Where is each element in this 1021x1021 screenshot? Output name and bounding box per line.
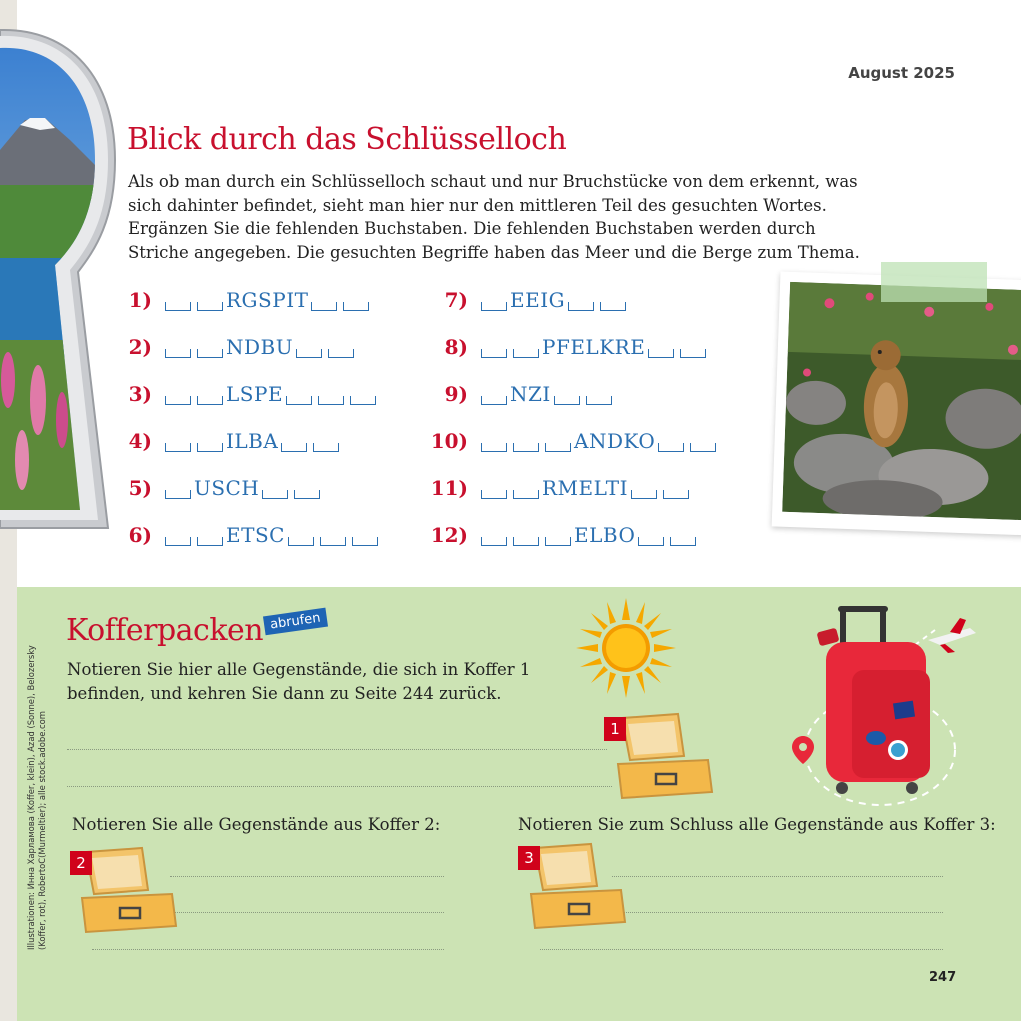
answer-line[interactable] (540, 949, 943, 950)
missing-letter-blank[interactable] (663, 490, 689, 499)
missing-letter-blank[interactable] (638, 537, 664, 546)
sun-icon (576, 598, 676, 698)
missing-letter-blank[interactable] (481, 537, 507, 546)
word-fragment: EEIG (510, 288, 566, 312)
puzzle-item (118, 332, 357, 362)
missing-letter-blank[interactable] (294, 490, 320, 499)
missing-letter-blank[interactable] (600, 302, 626, 311)
puzzle-item (118, 285, 372, 315)
answer-line[interactable] (67, 749, 607, 750)
suitcase-number-3: 3 (518, 846, 540, 870)
missing-letter-blank[interactable] (286, 396, 312, 405)
kofferpacken-instructions: Notieren Sie hier alle Gegenstände, die sich in Koffer 1 befinden, und kehren Sie dann zu Seite 244 zurück. (67, 660, 531, 703)
puzzle-title: Blick durch das Schlüsselloch (127, 122, 567, 157)
missing-letter-blank[interactable] (343, 302, 369, 311)
missing-letter-blank[interactable] (658, 443, 684, 452)
missing-letter-blank[interactable] (481, 443, 507, 452)
missing-letter-blank[interactable] (568, 302, 594, 311)
marmot-photo (782, 282, 1021, 520)
puzzle-item-number: 12) (430, 523, 468, 547)
word-fragment: ILBA (226, 429, 279, 453)
puzzle-item (428, 473, 692, 503)
missing-letter-blank[interactable] (197, 302, 223, 311)
missing-letter-blank[interactable] (296, 349, 322, 358)
missing-letter-blank[interactable] (313, 443, 339, 452)
puzzle-item (118, 520, 381, 550)
koffer2-label: Notieren Sie alle Gegenstände aus Koffer 2: (72, 815, 441, 834)
word-fragment: NDBU (226, 335, 294, 359)
airplane-icon (928, 618, 976, 653)
puzzle-item-number: 7) (444, 288, 468, 312)
answer-line[interactable] (170, 912, 444, 913)
puzzle-item-number: 1) (128, 288, 152, 312)
koffer3-label: Notieren Sie zum Schluss alle Gegenstände aus Koffer 3: (518, 815, 996, 834)
puzzle-item (428, 379, 615, 409)
puzzle-item (428, 520, 699, 550)
word-fragment: RMELTI (542, 476, 629, 500)
missing-letter-blank[interactable] (165, 349, 191, 358)
answer-line[interactable] (67, 786, 612, 787)
puzzle-item-number: 10) (430, 429, 468, 453)
illustration-credits: Illustrationen: Инна Харламова (Koffer, klein), Azad (Sonne), Belozersky (Koffer, rot), RobertoC(Murmeltier); alle stock.adobe.com (26, 645, 47, 950)
missing-letter-blank[interactable] (197, 443, 223, 452)
puzzle-item (118, 379, 379, 409)
missing-letter-blank[interactable] (328, 349, 354, 358)
missing-letter-blank[interactable] (281, 443, 307, 452)
missing-letter-blank[interactable] (513, 443, 539, 452)
missing-letter-blank[interactable] (320, 537, 346, 546)
puzzle-item-number: 9) (444, 382, 468, 406)
missing-letter-blank[interactable] (513, 490, 539, 499)
issue-date: August 2025 (848, 64, 955, 82)
red-suitcase-illustration (790, 600, 990, 810)
puzzle-item-number: 2) (128, 335, 152, 359)
word-fragment: USCH (194, 476, 260, 500)
missing-letter-blank[interactable] (288, 537, 314, 546)
missing-letter-blank[interactable] (481, 349, 507, 358)
missing-letter-blank[interactable] (481, 490, 507, 499)
missing-letter-blank[interactable] (545, 443, 571, 452)
suitcase-number-2: 2 (70, 851, 92, 875)
word-fragment: LSPE (226, 382, 284, 406)
answer-line[interactable] (92, 949, 444, 950)
missing-letter-blank[interactable] (165, 490, 191, 499)
word-fragment: RGSPIT (226, 288, 309, 312)
word-fragment: ETSC (226, 523, 285, 547)
missing-letter-blank[interactable] (165, 537, 191, 546)
page-number: 247 (929, 970, 957, 985)
missing-letter-blank[interactable] (318, 396, 344, 405)
location-pin-icon (792, 736, 814, 764)
missing-letter-blank[interactable] (311, 302, 337, 311)
suitcase-number-1: 1 (604, 717, 626, 741)
missing-letter-blank[interactable] (262, 490, 288, 499)
photo-tape (881, 262, 987, 302)
missing-letter-blank[interactable] (670, 537, 696, 546)
missing-letter-blank[interactable] (165, 443, 191, 452)
puzzle-item (118, 473, 323, 503)
word-fragment: ANDKO (574, 429, 656, 453)
puzzle-item-number: 6) (128, 523, 152, 547)
missing-letter-blank[interactable] (631, 490, 657, 499)
puzzle-item (118, 426, 342, 456)
missing-letter-blank[interactable] (197, 396, 223, 405)
word-fragment: ELBO (574, 523, 636, 547)
missing-letter-blank[interactable] (197, 537, 223, 546)
answer-line[interactable] (612, 876, 943, 877)
kofferpacken-title: Kofferpacken (66, 613, 264, 648)
word-fragment: PFELKRE (542, 335, 646, 359)
abrufen-badge[interactable]: abrufen (263, 608, 328, 636)
missing-letter-blank[interactable] (352, 537, 378, 546)
missing-letter-blank[interactable] (648, 349, 674, 358)
puzzle-item-number: 4) (128, 429, 152, 453)
puzzle-item (428, 332, 709, 362)
missing-letter-blank[interactable] (680, 349, 706, 358)
puzzle-item (428, 426, 719, 456)
missing-letter-blank[interactable] (481, 302, 507, 311)
missing-letter-blank[interactable] (350, 396, 376, 405)
missing-letter-blank[interactable] (165, 302, 191, 311)
puzzle-item-number: 5) (128, 476, 152, 500)
puzzle-item-number: 11) (430, 476, 468, 500)
puzzle-item (428, 285, 629, 315)
puzzle-instructions: Als ob man durch ein Schlüsselloch schaut und nur Bruchstücke von dem erkennt, was sich dahinter befindet, sieht man hier nur den mittleren Teil des gesuchten Wortes. Ergänzen Sie die fehlenden Buchstaben. Die fehlenden Buchstaben werden durch Striche angegeben. Die gesuchten Begriffe haben das Meer und die Berge zum Thema. (128, 172, 860, 262)
missing-letter-blank[interactable] (513, 537, 539, 546)
keyhole-image (0, 0, 130, 560)
missing-letter-blank[interactable] (513, 349, 539, 358)
missing-letter-blank[interactable] (554, 396, 580, 405)
missing-letter-blank[interactable] (481, 396, 507, 405)
missing-letter-blank[interactable] (690, 443, 716, 452)
photo-frame (772, 272, 1021, 536)
missing-letter-blank[interactable] (165, 396, 191, 405)
answer-line[interactable] (612, 912, 943, 913)
puzzle-item-number: 3) (128, 382, 152, 406)
word-fragment: NZI (510, 382, 551, 406)
missing-letter-blank[interactable] (545, 537, 571, 546)
missing-letter-blank[interactable] (586, 396, 612, 405)
puzzle-item-number: 8) (444, 335, 468, 359)
missing-letter-blank[interactable] (197, 349, 223, 358)
answer-line[interactable] (170, 876, 444, 877)
